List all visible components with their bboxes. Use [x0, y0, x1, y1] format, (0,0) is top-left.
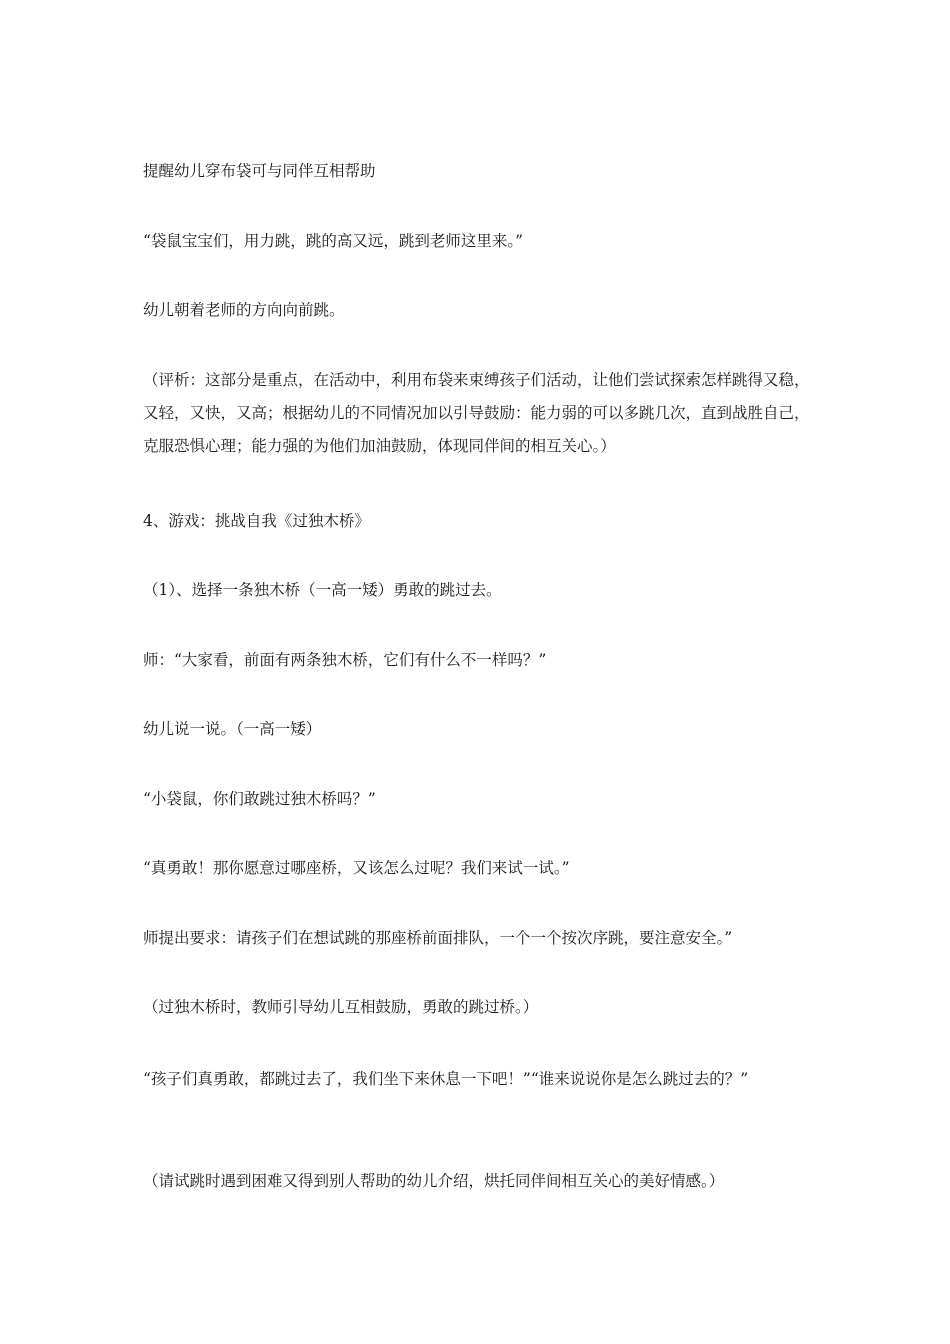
- paragraph-2: “袋鼠宝宝们，用力跳，跳的高又远，跳到老师这里来。”: [143, 232, 524, 250]
- paragraph-11: 师提出要求：请孩子们在想试跳的那座桥前面排队，一个一个按次序跳，要注意安全。”: [143, 929, 733, 947]
- paragraph-7: 师：“大家看，前面有两条独木桥，它们有什么不一样吗？”: [143, 651, 547, 669]
- paragraph-8: 幼儿说一说。（一高一矮）: [143, 720, 322, 738]
- paragraph-12: （过独木桥时，教师引导幼儿互相鼓励，勇敢的跳过桥。）: [143, 998, 539, 1016]
- paragraph-13: “孩子们真勇敢，都跳过去了，我们坐下来休息一下吧！”“谁来说说你是怎么跳过去的？”: [143, 1070, 749, 1088]
- paragraph-4: （评析：这部分是重点，在活动中，利用布袋来束缚孩子们活动，让他们尝试探索怎样跳得又稳，又轻，又快，又高；根据幼儿的不同情况加以引导鼓励：能力弱的可以多跳几次，直到战胜自己，克服恐惧心理；能力强的为他们加油鼓励，体现同伴间的相互关心。）: [143, 371, 810, 455]
- paragraph-1: 提醒幼儿穿布袋可与同伴互相帮助: [143, 162, 376, 180]
- paragraph-10: “真勇敢！那你愿意过哪座桥，又该怎么过呢？我们来试一试。”: [143, 859, 570, 877]
- paragraph-9: “小袋鼠，你们敢跳过独木桥吗？”: [143, 790, 376, 808]
- paragraph-6: （1）、选择一条独木桥（一高一矮）勇敢的跳过去。: [143, 581, 502, 599]
- paragraph-5: 4、游戏：挑战自我《过独木桥》: [143, 512, 370, 530]
- paragraph-3: 幼儿朝着老师的方向向前跳。: [143, 301, 345, 319]
- paragraph-14: （请试跳时遇到困难又得到别人帮助的幼儿介绍，烘托同伴间相互关心的美好情感。）: [143, 1172, 725, 1190]
